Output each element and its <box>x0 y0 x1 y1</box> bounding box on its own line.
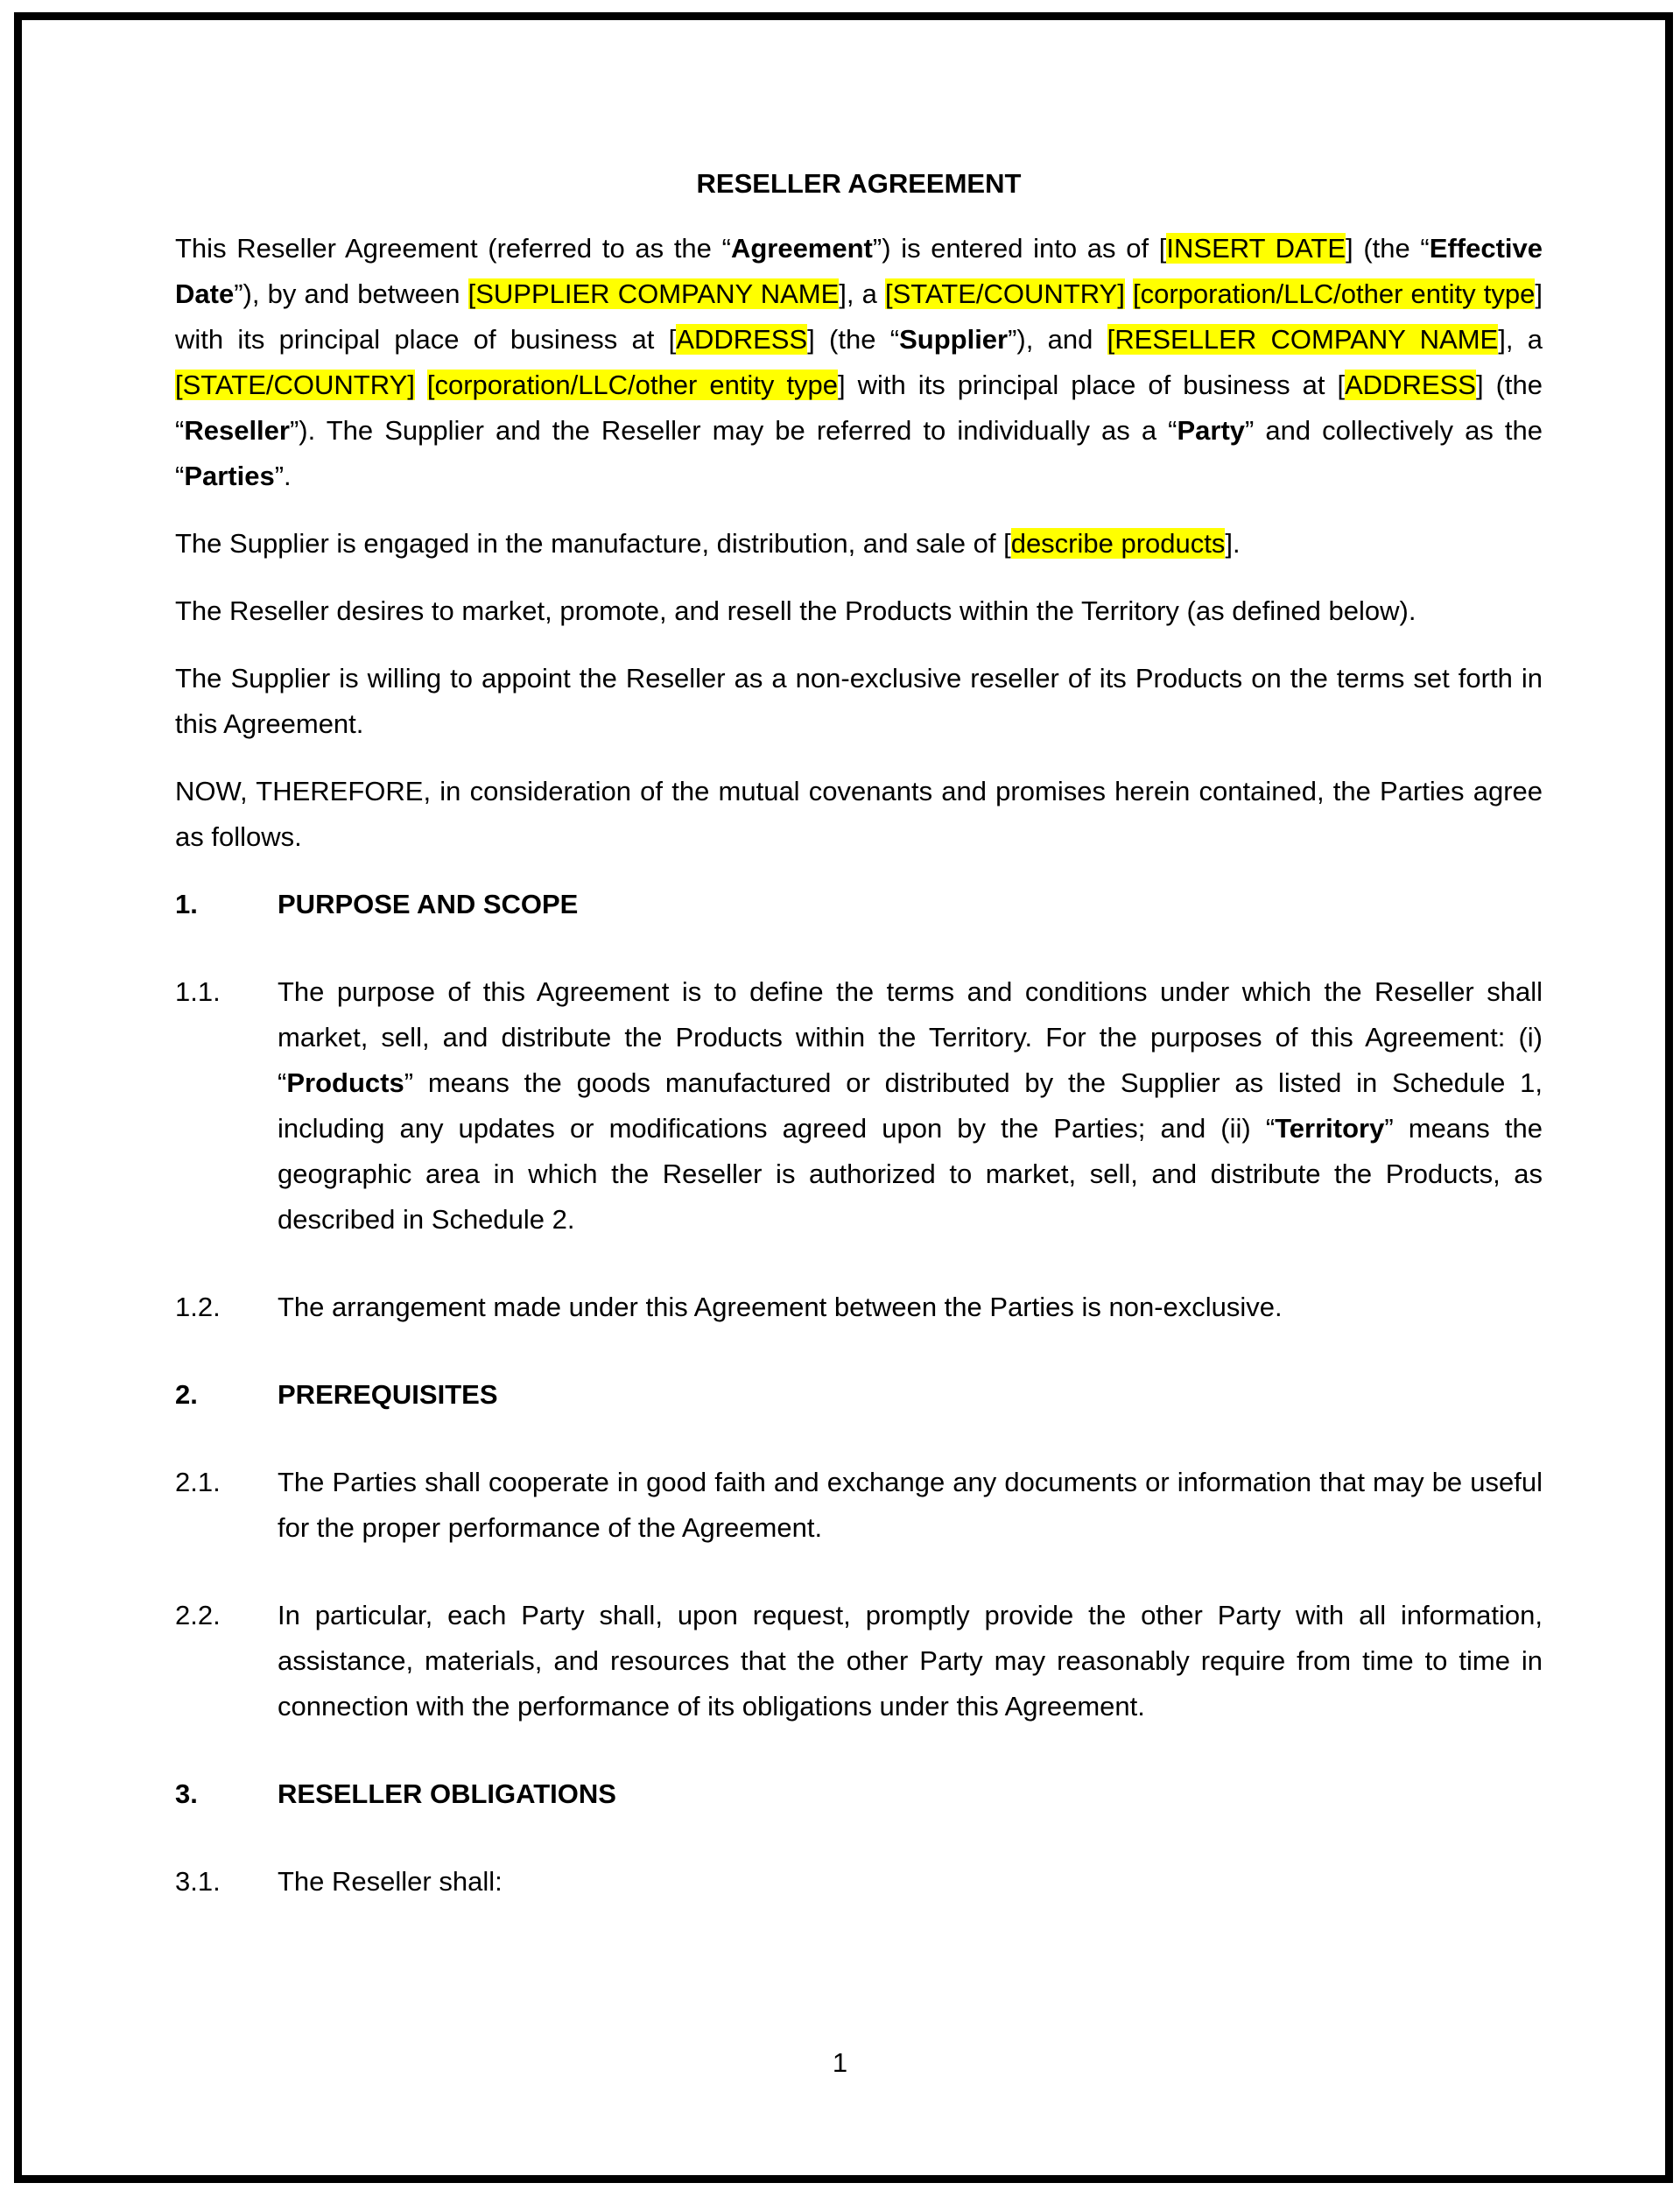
clause-1-2 <box>175 1285 1543 1330</box>
clause-3-1 <box>175 1859 1543 1905</box>
clause-2-1-text: The Parties shall cooperate in good faith and exchange any documents or information that may be useful for the proper performance of the Agreement. <box>278 1467 1543 1543</box>
clause-1-1 <box>175 969 1543 1243</box>
page-content <box>175 166 1543 1947</box>
section-1-heading-text: PURPOSE AND SCOPE <box>278 889 579 919</box>
intro-paragraph-reseller-desires: The Reseller desires to market, promote, and resell the Products within the Territory (as defined below). <box>175 595 1416 626</box>
clause-2-1-number: 2.1. <box>175 1467 221 1497</box>
clause-2-2-number: 2.2. <box>175 1600 221 1630</box>
section-3-number: 3. <box>175 1778 198 1809</box>
clause-2-2-text: In particular, each Party shall, upon request, promptly provide the other Party with all information, assistance, materials, and resources that the other Party may reasonably require from time to time in connection with the performance of its obligations under this Agreement. <box>278 1600 1543 1722</box>
clause-2-2 <box>175 1593 1543 1729</box>
intro-paragraph-supplier-engaged: The Supplier is engaged in the manufacture, distribution, and sale of [describe products]. <box>175 528 1241 559</box>
clause-1-2-text: The arrangement made under this Agreement between the Parties is non-exclusive. <box>278 1292 1283 1322</box>
intro-paragraph-supplier-willing: The Supplier is willing to appoint the Reseller as a non-exclusive reseller of its Products on the terms set forth in this Agreement. <box>175 663 1543 739</box>
section-3-heading-text: RESELLER OBLIGATIONS <box>278 1778 616 1809</box>
page-number: 1 <box>832 2047 848 2078</box>
section-2-heading-text: PREREQUISITES <box>278 1379 498 1410</box>
clause-3-1-number: 3.1. <box>175 1866 221 1897</box>
clause-2-1 <box>175 1460 1543 1551</box>
clause-1-1-text: The purpose of this Agreement is to define the terms and conditions under which the Reseller shall market, sell, and distribute the Products within the Territory. For the purposes of this Agreement: (i) “Products” means the goods manufactured or distributed by the Supplier as listed in Schedule 1, including any updates or modifications agreed upon by the Parties; and (ii) “Territory” means the geographic area in which the Reseller is authorized to market, sell, and distribute the Products, as described in Schedule 2. <box>278 976 1543 1235</box>
section-2-number: 2. <box>175 1379 198 1410</box>
section-1-number: 1. <box>175 889 198 919</box>
clause-1-2-number: 1.2. <box>175 1292 221 1322</box>
clause-3-1-text: The Reseller shall: <box>278 1866 503 1897</box>
section-1-heading <box>175 882 1543 927</box>
clause-1-1-number: 1.1. <box>175 976 221 1007</box>
section-3-heading <box>175 1771 1543 1817</box>
intro-paragraph-parties: This Reseller Agreement (referred to as the “Agreement”) is entered into as of [INSERT DATE] (the “Effective Date”), by and between [SUPPLIER COMPANY NAME], a [STATE/COUNTRY] [corporation/LLC/other entity type] with its principal place of business at [ADDRESS] (the “Supplier”), and [RESELLER COMPANY NAME], a [STATE/COUNTRY] [corporation/LLC/other entity type] with its principal place of business at [ADDRESS] (the “Reseller”). The Supplier and the Reseller may be referred to individually as a “Party” and collectively as the “Parties”. <box>175 233 1543 491</box>
section-2-heading <box>175 1372 1543 1418</box>
document-title: RESELLER AGREEMENT <box>696 168 1022 199</box>
intro-paragraph-now-therefore: NOW, THEREFORE, in consideration of the mutual covenants and promises herein contained, the Parties agree as follows. <box>175 776 1543 852</box>
